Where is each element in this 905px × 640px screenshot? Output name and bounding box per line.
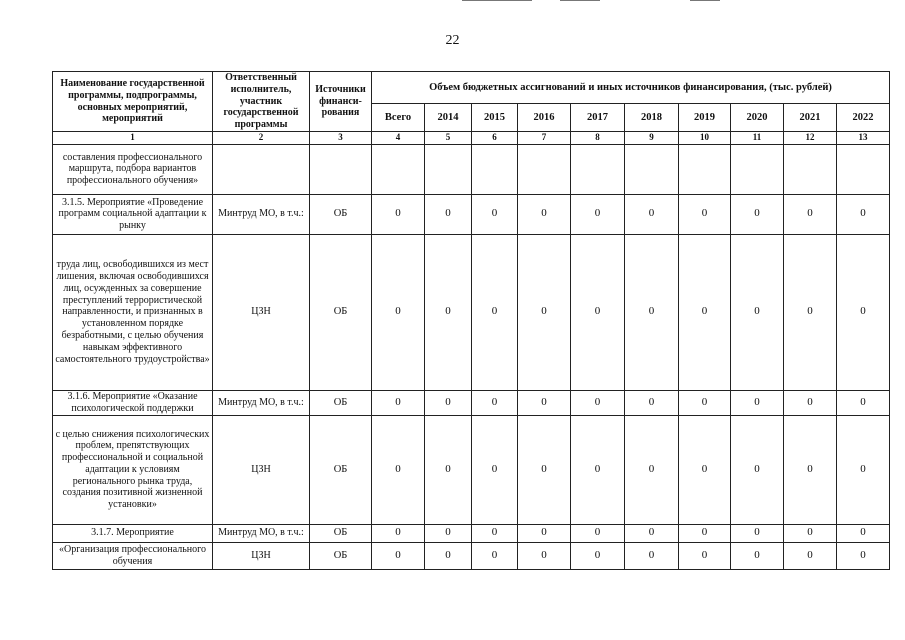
value-cell: 0 <box>731 524 784 542</box>
header-funding: Объем бюджетных ассигнований и иных источников финансирования, (тыс. рублей) <box>372 72 890 104</box>
source-cell: ОБ <box>310 542 372 569</box>
value-cell: 0 <box>425 542 472 569</box>
value-cell: 0 <box>518 194 571 234</box>
budget-table <box>52 71 890 570</box>
value-cell: 0 <box>372 542 425 569</box>
empty-cell <box>679 144 731 194</box>
empty-cell <box>310 144 372 194</box>
value-cell: 0 <box>625 390 679 415</box>
empty-cell <box>472 144 518 194</box>
value-cell: 0 <box>571 542 625 569</box>
value-cell: 0 <box>372 524 425 542</box>
column-number: 8 <box>571 132 625 145</box>
value-cell: 0 <box>571 234 625 390</box>
value-cell: 0 <box>571 390 625 415</box>
scan-artifact <box>560 0 600 1</box>
value-cell: 0 <box>731 234 784 390</box>
value-cell: 0 <box>372 194 425 234</box>
header-year: 2016 <box>518 104 571 132</box>
value-cell: 0 <box>784 415 837 524</box>
header-year: 2019 <box>679 104 731 132</box>
empty-cell <box>837 144 890 194</box>
column-number: 2 <box>213 132 310 145</box>
header-year: 2022 <box>837 104 890 132</box>
value-cell: 0 <box>472 542 518 569</box>
value-cell: 0 <box>472 390 518 415</box>
value-cell: 0 <box>837 524 890 542</box>
source-cell: ОБ <box>310 194 372 234</box>
value-cell: 0 <box>625 524 679 542</box>
value-cell: 0 <box>518 390 571 415</box>
page-number: 22 <box>445 33 460 48</box>
table-row <box>53 415 890 524</box>
header-year: 2021 <box>784 104 837 132</box>
value-cell: 0 <box>425 390 472 415</box>
scan-artifact <box>462 0 532 1</box>
measure-name: 3.1.7. Мероприятие <box>53 524 213 542</box>
header-year: 2014 <box>425 104 472 132</box>
value-cell: 0 <box>425 415 472 524</box>
column-number: 11 <box>731 132 784 145</box>
column-number: 1 <box>53 132 213 145</box>
header-source: Источники финанси-рования <box>310 72 372 132</box>
value-cell: 0 <box>625 415 679 524</box>
header-year: 2020 <box>731 104 784 132</box>
column-number: 10 <box>679 132 731 145</box>
table-row <box>53 144 890 194</box>
empty-cell <box>784 144 837 194</box>
value-cell: 0 <box>837 542 890 569</box>
column-number: 7 <box>518 132 571 145</box>
executor-cell: Минтруд МО, в т.ч.: <box>213 390 310 415</box>
header-executor: Ответственный исполнитель, участник государственной программы <box>213 72 310 132</box>
value-cell: 0 <box>679 542 731 569</box>
scan-artifact <box>690 0 720 1</box>
measure-name-continuation: составления профессионального маршрута, подбора вариантов профессионального обучения» <box>53 144 213 194</box>
value-cell: 0 <box>679 415 731 524</box>
header-total: Всего <box>372 104 425 132</box>
measure-name: «Организация профессионального обучения <box>53 542 213 569</box>
source-cell: ОБ <box>310 415 372 524</box>
column-number: 13 <box>837 132 890 145</box>
table-row <box>53 390 890 415</box>
value-cell: 0 <box>679 524 731 542</box>
value-cell: 0 <box>784 390 837 415</box>
value-cell: 0 <box>472 415 518 524</box>
empty-cell <box>571 144 625 194</box>
value-cell: 0 <box>837 234 890 390</box>
value-cell: 0 <box>679 234 731 390</box>
column-number: 9 <box>625 132 679 145</box>
table-row <box>53 194 890 234</box>
column-number: 6 <box>472 132 518 145</box>
value-cell: 0 <box>472 194 518 234</box>
table-row <box>53 234 890 390</box>
value-cell: 0 <box>518 415 571 524</box>
value-cell: 0 <box>837 415 890 524</box>
header-year: 2017 <box>571 104 625 132</box>
value-cell: 0 <box>518 524 571 542</box>
measure-name: 3.1.6. Мероприятие «Оказание психологической поддержки <box>53 390 213 415</box>
value-cell: 0 <box>837 194 890 234</box>
column-number: 3 <box>310 132 372 145</box>
value-cell: 0 <box>571 415 625 524</box>
column-number: 12 <box>784 132 837 145</box>
value-cell: 0 <box>571 194 625 234</box>
value-cell: 0 <box>518 234 571 390</box>
executor-cell: ЦЗН <box>213 234 310 390</box>
executor-cell: Минтруд МО, в т.ч.: <box>213 194 310 234</box>
value-cell: 0 <box>837 390 890 415</box>
table-row <box>53 524 890 542</box>
value-cell: 0 <box>425 234 472 390</box>
measure-name: 3.1.5. Мероприятие «Проведение программ социальной адаптации к рынку <box>53 194 213 234</box>
value-cell: 0 <box>784 524 837 542</box>
source-cell: ОБ <box>310 234 372 390</box>
value-cell: 0 <box>472 524 518 542</box>
executor-cell: ЦЗН <box>213 415 310 524</box>
source-cell: ОБ <box>310 390 372 415</box>
value-cell: 0 <box>372 234 425 390</box>
value-cell: 0 <box>425 524 472 542</box>
value-cell: 0 <box>784 234 837 390</box>
value-cell: 0 <box>625 194 679 234</box>
value-cell: 0 <box>472 234 518 390</box>
value-cell: 0 <box>425 194 472 234</box>
column-number: 5 <box>425 132 472 145</box>
value-cell: 0 <box>679 390 731 415</box>
value-cell: 0 <box>784 194 837 234</box>
empty-cell <box>425 144 472 194</box>
value-cell: 0 <box>731 390 784 415</box>
header-year: 2018 <box>625 104 679 132</box>
value-cell: 0 <box>571 524 625 542</box>
empty-cell <box>625 144 679 194</box>
value-cell: 0 <box>625 234 679 390</box>
value-cell: 0 <box>518 542 571 569</box>
header-name: Наименование государственной программы, подпрограммы, основных мероприятий, мероприятий <box>53 72 213 132</box>
value-cell: 0 <box>372 390 425 415</box>
executor-cell: Минтруд МО, в т.ч.: <box>213 524 310 542</box>
measure-name: с целью снижения психологических проблем, препятствующих профессиональной и социальной адаптации к условиям регионального рынка труда, создания позитивной жизненной установки» <box>53 415 213 524</box>
value-cell: 0 <box>731 542 784 569</box>
value-cell: 0 <box>625 542 679 569</box>
value-cell: 0 <box>679 194 731 234</box>
table-row <box>53 542 890 569</box>
empty-cell <box>518 144 571 194</box>
executor-cell: ЦЗН <box>213 542 310 569</box>
value-cell: 0 <box>372 415 425 524</box>
value-cell: 0 <box>731 194 784 234</box>
empty-cell <box>731 144 784 194</box>
measure-name: труда лиц, освободившихся из мест лишения, включая освободившихся лиц, осужденных за совершение преступлений террористической направленности, и признанных в установленном порядке безработными, с целью обучения навыкам эффективного самостоятельного трудоустройства» <box>53 234 213 390</box>
column-number-row <box>53 132 890 145</box>
value-cell: 0 <box>731 415 784 524</box>
empty-cell <box>372 144 425 194</box>
source-cell: ОБ <box>310 524 372 542</box>
value-cell: 0 <box>784 542 837 569</box>
column-number: 4 <box>372 132 425 145</box>
empty-cell <box>213 144 310 194</box>
header-year: 2015 <box>472 104 518 132</box>
